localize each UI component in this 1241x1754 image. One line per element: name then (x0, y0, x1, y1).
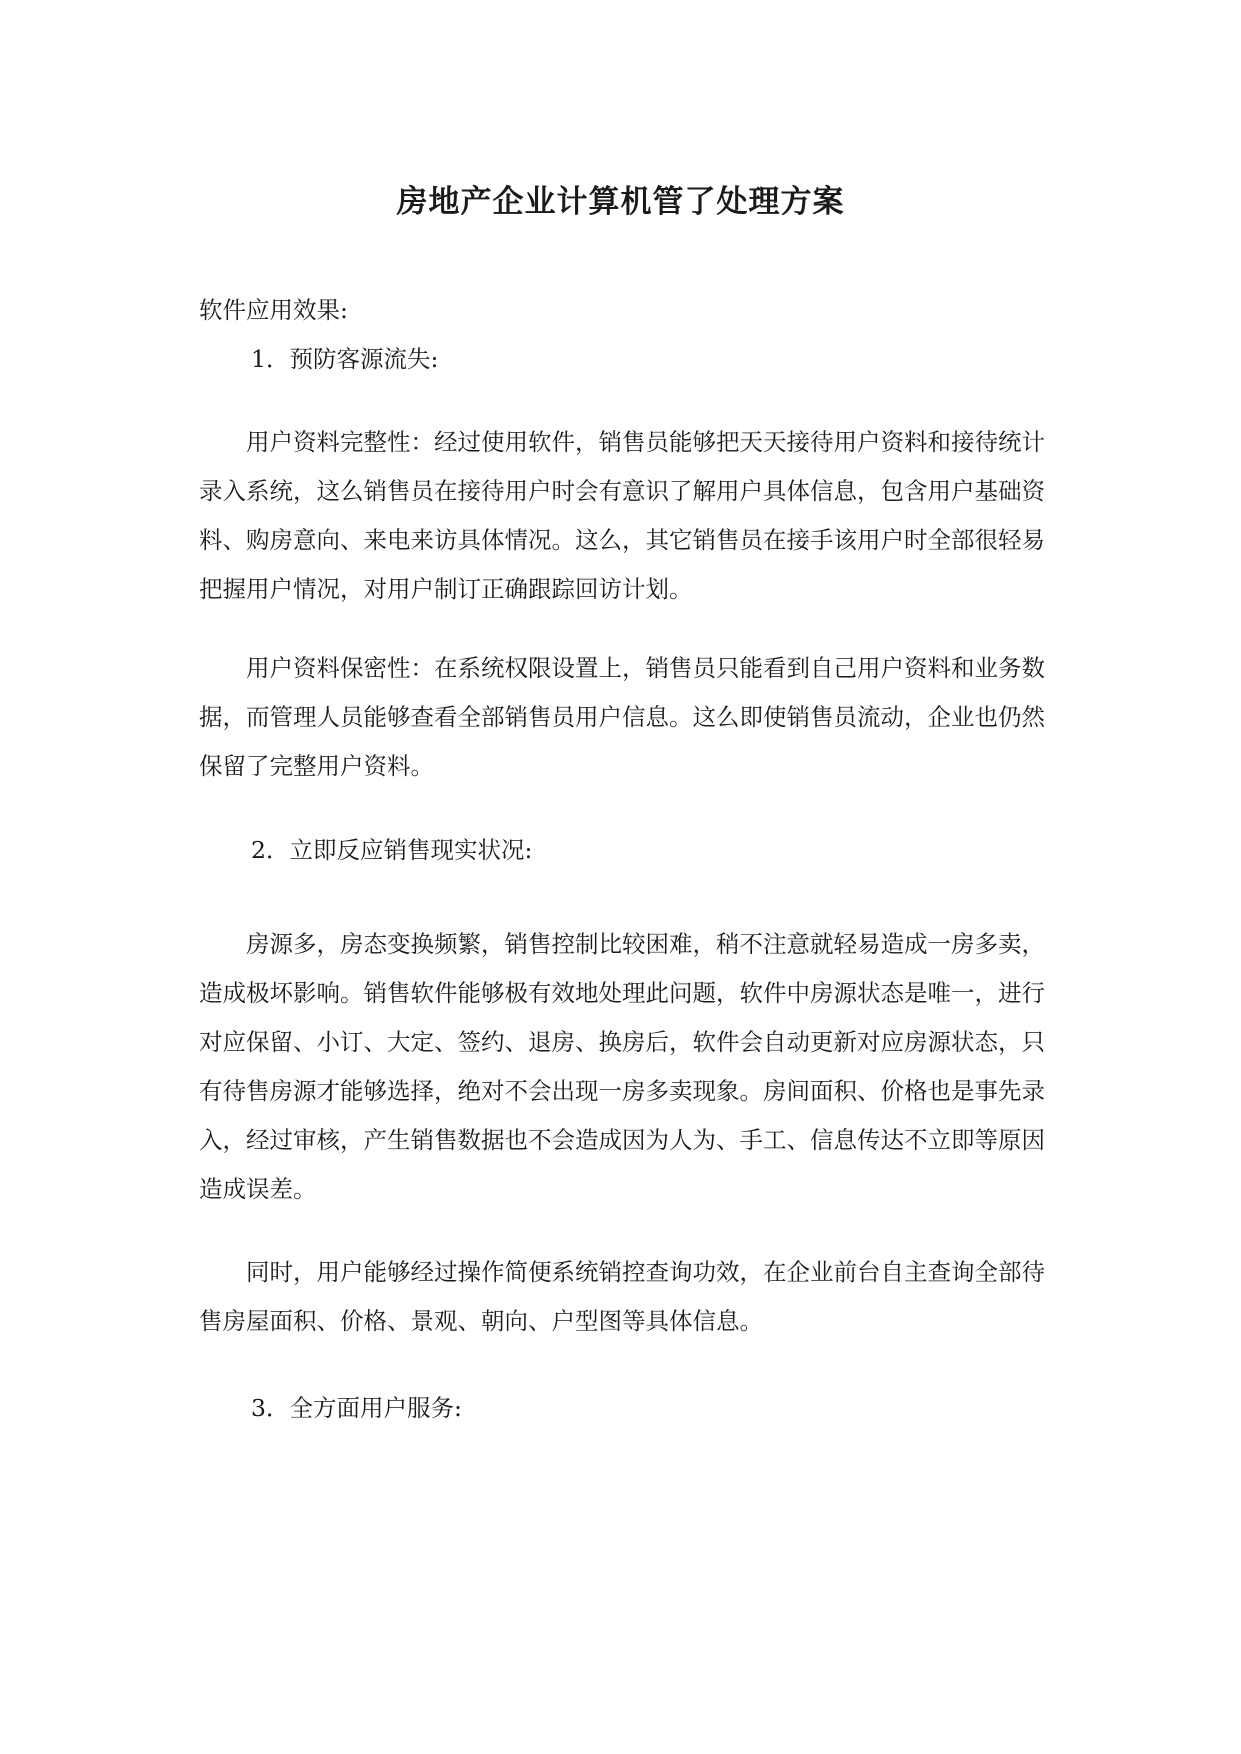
section-heading-3: 3．全方面用户服务: (251, 1394, 462, 1422)
paragraph-self-query: 同时，用户能够经过操作简便系统销控查询功效，在企业前台自主查询全部待售房屋面积、价格、景观、朝向、户型图等具体信息。 (199, 1258, 1045, 1335)
paragraph-sales-control: 房源多，房态变换频繁，销售控制比较困难，稍不注意就轻易造成一房多卖，造成极坏影响。销售软件能够极有效地处理此问题，软件中房源状态是唯一，进行对应保留、小订、大定、签约、退房、换房后，软件会自动更新对应房源状态，只有待售房源才能够选择，绝对不会出现一房多卖现象。房间面积、价格也是事先录入，经过审核，产生销售数据也不会造成因为人为、手工、信息传达不立即等原因造成误差。 (199, 930, 1045, 1203)
paragraph-customer-data-confidentiality: 用户资料保密性：在系统权限设置上，销售员只能看到自己用户资料和业务数据，而管理人员能够查看全部销售员用户信息。这么即使销售员流动，企业也仍然保留了完整用户资料。 (199, 654, 1045, 780)
section-heading-1: 1．预防客源流失: (251, 345, 439, 373)
section-heading-2: 2．立即反应销售现实状况: (251, 836, 533, 864)
intro-label: 软件应用效果: (199, 296, 348, 324)
paragraph-customer-data-integrity: 用户资料完整性：经过使用软件，销售员能够把天天接待用户资料和接待统计录入系统，这么销售员在接待用户时会有意识了解用户具体信息，包含用户基础资料、购房意向、来电来访具体情况。这么，其它销售员在接手该用户时全部很轻易把握用户情况，对用户制订正确跟踪回访计划。 (199, 428, 1045, 603)
document-title: 房地产企业计算机管了处理方案 (396, 184, 845, 220)
